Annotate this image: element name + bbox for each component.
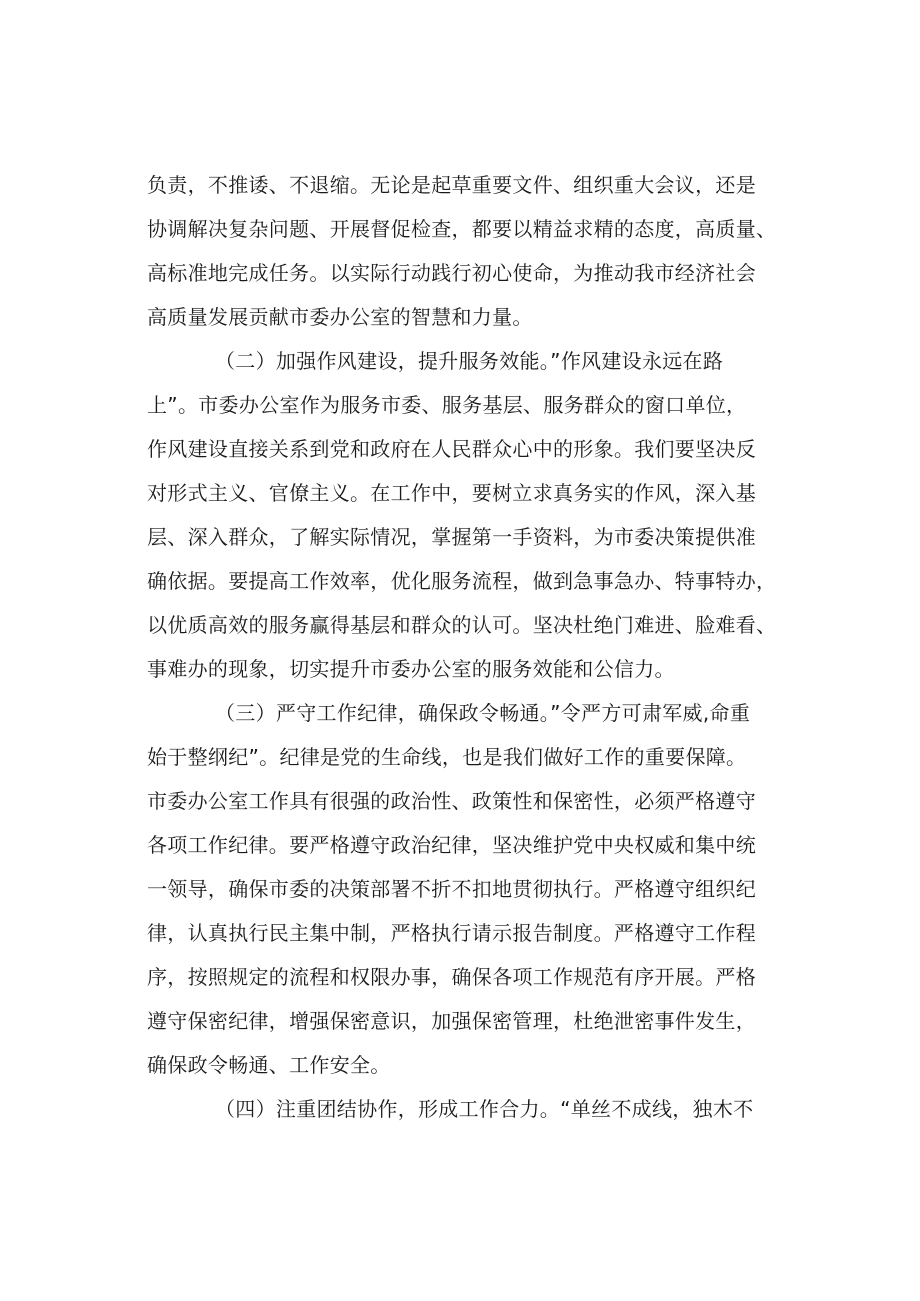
text-line: 层、深入群众，了解实际情况，掌握第一手资料，为市委决策提供准: [147, 525, 756, 549]
text-line: 序，按照规定的流程和权限办事，确保各项工作规范有序开展。严格: [147, 965, 756, 989]
text-line: 始于整纲纪”。纪律是党的生命线，也是我们做好工作的重要保障。: [147, 745, 747, 769]
text-line: 以优质高效的服务赢得基层和群众的认可。坚决杜绝门难进、脸难看、: [147, 613, 777, 637]
text-line: 作风建设直接关系到党和政府在人民群众心中的形象。我们要坚决反: [147, 437, 756, 461]
section-heading-line: （四）注重团结协作，形成工作合力。“单丝不成线，独木不: [215, 1097, 754, 1121]
text-line: 各项工作纪律。要严格遵守政治纪律，坚决维护党中央权威和集中统: [147, 833, 756, 857]
text-line: 遵守保密纪律，增强保密意识，加强保密管理，杜绝泄密事件发生，: [147, 1009, 756, 1033]
section-heading-line: （三）严守工作纪律，确保政令畅通。”令严方可肃军威,命重: [215, 701, 751, 725]
text-line: 高质量发展贡献市委办公室的智慧和力量。: [147, 305, 533, 329]
text-line: 确依据。要提高工作效率，优化服务流程，做到急事急办、特事特办，: [147, 569, 777, 593]
text-line: 律，认真执行民主集中制，严格执行请示报告制度。严格遵守工作程: [147, 921, 756, 945]
section-heading-line: （二）加强作风建设，提升服务效能。”作风建设永远在路: [215, 349, 724, 373]
text-line: 对形式主义、官僚主义。在工作中，要树立求真务实的作风，深入基: [147, 481, 756, 505]
text-line: 事难办的现象，切实提升市委办公室的服务效能和公信力。: [147, 657, 675, 681]
text-line: 市委办公室工作具有很强的政治性、政策性和保密性，必须严格遵守: [147, 789, 756, 813]
text-line: 协调解决复杂问题、开展督促检查，都要以精益求精的态度，高质量、: [147, 217, 777, 241]
text-line: 高标准地完成任务。以实际行动践行初心使命，为推动我市经济社会: [147, 261, 756, 285]
text-line: 上”。市委办公室作为服务市委、服务基层、服务群众的窗口单位，: [147, 393, 747, 417]
text-line: 确保政令畅通、工作安全。: [147, 1053, 391, 1077]
text-line: 负责，不推诿、不退缩。无论是起草重要文件、组织重大会议，还是: [147, 173, 756, 197]
text-line: 一领导，确保市委的决策部署不折不扣地贯彻执行。严格遵守组织纪: [147, 877, 756, 901]
